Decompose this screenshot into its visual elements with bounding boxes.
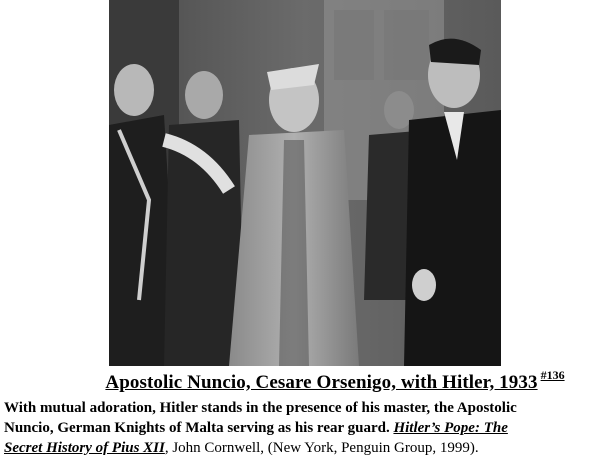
book-title-part-1: Hitler’s Pope: The: [393, 420, 508, 436]
title-row: [0, 368, 610, 398]
caption-line-1: With mutual adoration, Hitler stands in the presence of his master, the Apostolic: [4, 400, 517, 416]
citation-details: , John Cornwell, (New York, Penguin Group, 1999).: [164, 440, 479, 456]
caption-line-2: [4, 418, 606, 438]
reference-number: #136: [540, 367, 565, 382]
historical-photograph: [109, 0, 501, 366]
caption-line-2-text: Nuncio, German Knights of Malta serving as his rear guard.: [4, 420, 394, 436]
photo-title: Apostolic Nuncio, Cesare Orsenigo, with Hitler, 1933: [105, 372, 538, 393]
book-title-part-2: Secret History of Pius XII: [4, 440, 165, 456]
caption-line-3: [4, 438, 606, 458]
photograph-illustration: [109, 0, 501, 366]
photo-caption: [4, 398, 606, 458]
